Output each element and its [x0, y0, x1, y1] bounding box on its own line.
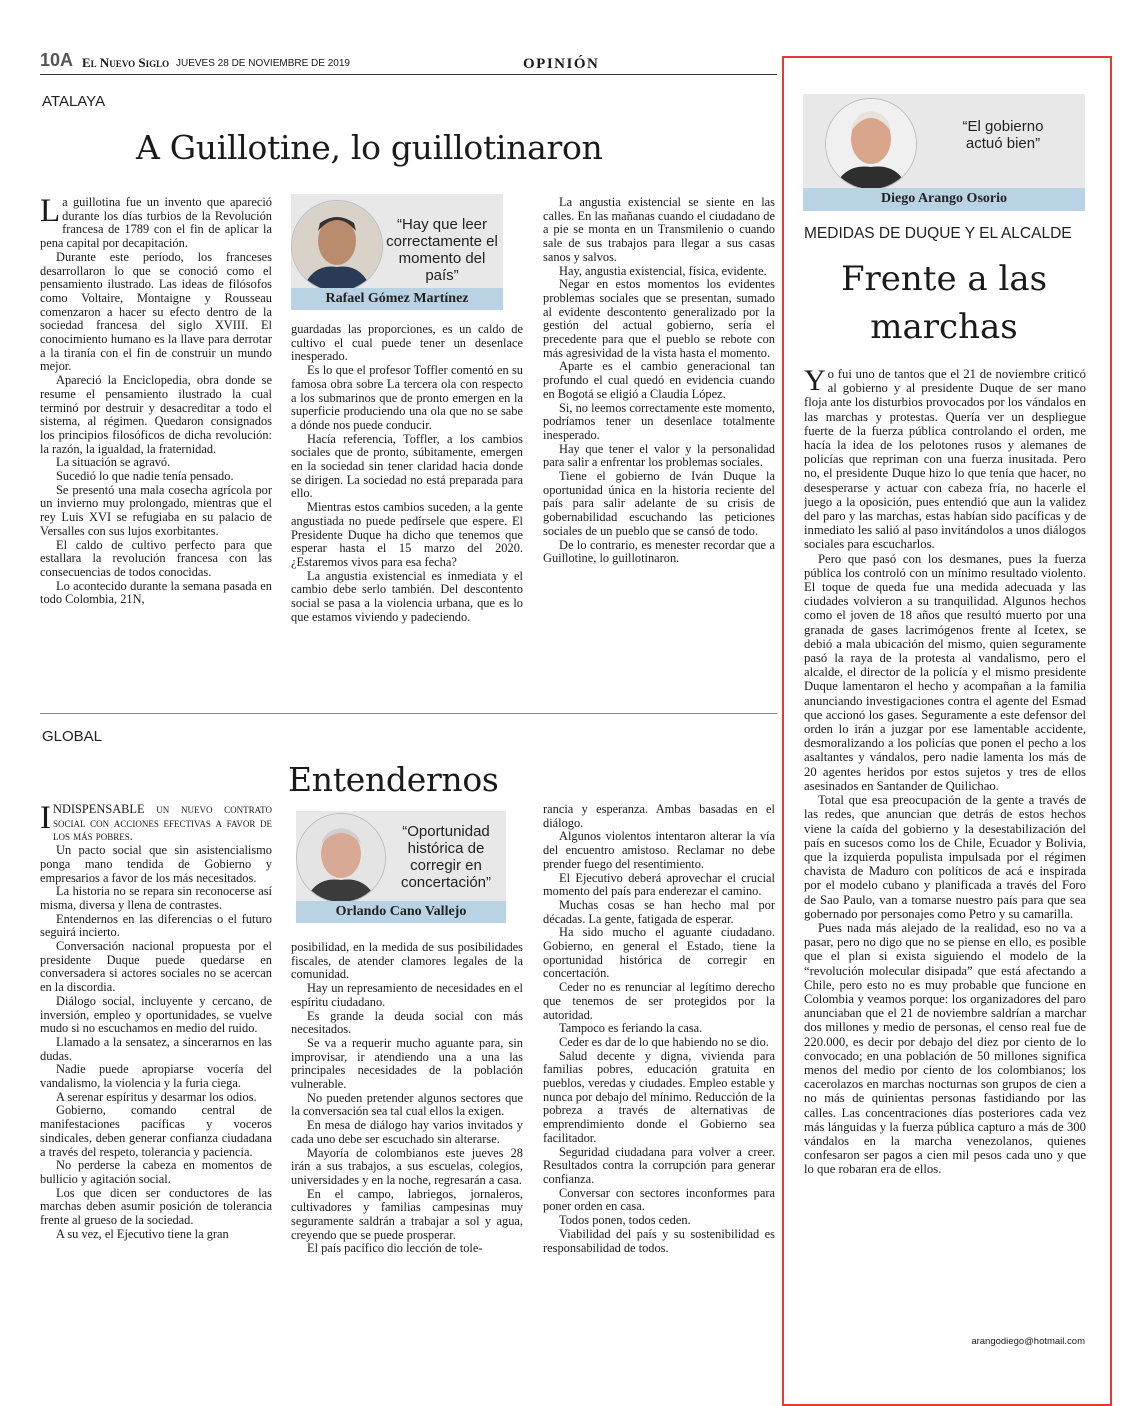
- article-paragraph: Se va a requerir mucho aguante para, sin improvisar, ir atendiendo una a una las principales necesidades de la población vulnerable.: [291, 1035, 523, 1092]
- article-paragraph: No perderse la cabeza en momentos de bullicio y agitación social.: [40, 1158, 272, 1186]
- article-paragraph: [804, 367, 1086, 552]
- person-icon: [297, 814, 385, 902]
- article-paragraph: Los que dicen ser conductores de las marchas deben asumir posición de tolerancia frente al grueso de la sociedad.: [40, 1185, 272, 1228]
- paragraph-text: a guillotina fue un invento que apareció durante los días turbios de la Revolución francesa de 1789 con el fin de aplicar la pena capital por decapitación.: [40, 196, 272, 251]
- article-paragraph: Si, no leemos correctamente este momento, podríamos tener un desenlace totalmente inesperado.: [543, 400, 775, 442]
- newspaper-name: El Nuevo Siglo: [82, 55, 170, 70]
- article-paragraph: Gobierno, comando central de manifestaciones pacíficas y voceros sindicales, deben generar confianza ciudadana a través del respeto, tolerancia y paciencia.: [40, 1103, 272, 1159]
- article-paragraph: El país pacífico dio lección de tole-: [307, 1241, 483, 1256]
- article-paragraph: Mayoría de colombianos este jueves 28 irán a sus trabajos, a sus escuelas, colegios, universidades y en la noche, regresarán a casa.: [291, 1145, 523, 1187]
- author-email: arangodiego@hotmail.com: [971, 1336, 1085, 1347]
- article-paragraph: Hacía referencia, Toffler, a los cambios sociales que de pronto, súbitamente, emergen en la sociedad sin tener claridad hacia donde se dirigen. La sociedad no está preparada para ello.: [291, 431, 523, 501]
- article-paragraph: Aparte es el cambio generacional tan profundo el cual quedó en evidencia cuando en Bogotá se eligió a Claudia López.: [543, 359, 775, 401]
- atalaya-section-label: ATALAYA: [42, 93, 106, 110]
- article-paragraph: La historia no se repara sin reconocerse así misma, diversa y llena de contrastes.: [40, 884, 272, 912]
- article-paragraph: No pueden pretender algunos sectores que la conversación sea tal cual ellos la exigen.: [291, 1090, 523, 1119]
- article-paragraph: Todos ponen, todos ceden.: [559, 1213, 691, 1228]
- article-paragraph: [40, 196, 272, 251]
- header-rule: [40, 74, 777, 75]
- columnist-name: Diego Arango Osorio: [803, 188, 1085, 211]
- article-paragraph: [40, 803, 272, 844]
- article-paragraph: Algunos violentos intentaron alterar la vía del encuentro amistoso. Reclamar no debe prender fuego del resentimiento.: [543, 829, 775, 871]
- article-paragraph: La angustia existencial se siente en las calles. En las mañanas cuando el ciudadano de a pie se monta en un Transmilenio o cuando sale de sus trabajos para llegar a sus casas sanos y salvos.: [543, 196, 775, 264]
- article-paragraph: Apareció la Enciclopedia, obra donde se resume el pensamiento ilustrado la cual terminó por destruir y desacreditar a todo el sistema, al régimen. Quedaron consignados los principios filosóficos de dicha revolución: la razón, la igualdad, la fraternidad.: [40, 373, 272, 456]
- article-paragraph: La angustia existencial es inmediata y el cambio debe serlo también. Del descontento social se pasa a la violencia urbana, que es lo que estamos viviendo y padeciendo.: [291, 568, 523, 624]
- article-paragraph: Hay un represamiento de necesidades en el espíritu ciudadano.: [291, 981, 523, 1009]
- paragraph-text: o fui uno de tantos que el 21 de noviembre criticó al gobierno y al presidente Duque de ser mano floja ante los disturbios provocados por los vándalos en las marchas y protestas. Quería ver un despliegue fuerte de la fuerza pública controlando el orden, me hacía la idea de los pelotones rusos y alemanes de policías que repriman con una fuerza inusitada. Pero no, el presidente Duque hizo lo que tenía que hacer, no desesperarse y actuar con cabeza fría, no hacerle el juego a la oposición, pues entendió que aun la validez del paro y las marchas, estas habían sido pacíficas y de inmediato les salió al paso invitándolos a unos diálogos sociales para escucharlos.: [804, 367, 1086, 552]
- global-column-1: [40, 803, 272, 1351]
- article-paragraph: Llamado a la sensatez, a sincerarnos en las dudas.: [40, 1034, 272, 1063]
- columnist-quote: “El gobierno actuó bien”: [962, 118, 1044, 152]
- article-paragraph: En mesa de diálogo hay varios invitados y cada uno debe ser escuchado sin alterarse.: [291, 1118, 523, 1146]
- article-paragraph: El Ejecutivo deberá aprovechar el crucial momento del país para enderezar el camino.: [543, 870, 775, 899]
- columnist-box-diego: [803, 94, 1085, 211]
- columnist-name: Orlando Cano Vallejo: [296, 901, 506, 923]
- drop-cap: I: [40, 803, 51, 836]
- article-paragraph: Ceder no es renunciar al legítimo derecho que tenemos de ser protegidos por la autoridad.: [543, 980, 775, 1022]
- atalaya-column-1: [40, 196, 272, 694]
- global-section-label: GLOBAL: [42, 728, 103, 745]
- article-paragraph: rancia y esperanza. Ambas basadas en el diálogo.: [543, 803, 775, 830]
- article-paragraph: El caldo de cultivo perfecto para que estallara la revolución francesa con las consecuencias de todos conocidas.: [40, 537, 272, 579]
- article-paragraph: Un pacto social que sin asistencialismo ponga mano tendida de Gobierno y empresarios a favor de los más necesitados.: [40, 843, 272, 885]
- article-paragraph: Hay, angustia existencial, física, evidente.: [559, 263, 767, 278]
- article-paragraph: Tiene el gobierno de Iván Duque la oportunidad única en la historia reciente del país para salir adelante de su crisis de gobernabilidad escuchando las peticiones sociales de un pueblo que se cansó de todo.: [543, 469, 775, 538]
- article-paragraph: posibilidad, en la medida de sus posibilidades fiscales, de atender clamores legales de la comunidad.: [291, 941, 523, 982]
- article-paragraph: Nadie puede apropiarse vocería del vandalismo, la violencia y la furia ciega.: [40, 1062, 272, 1091]
- article-paragraph: Hay que tener el valor y la personalidad para salir a enfrentar los problemas sociales.: [543, 441, 775, 470]
- section-divider: [40, 713, 777, 714]
- article-paragraph: Ceder es dar de lo que habiendo no se dio.: [559, 1034, 769, 1049]
- article-paragraph: De lo contrario, es menester recordar que a Guillotine, lo guillotinaron.: [543, 537, 775, 566]
- atalaya-column-2: [291, 323, 523, 695]
- atalaya-column-3: [543, 196, 775, 694]
- issue-date: JUEVES 28 DE NOVIEMBRE DE 2019: [176, 58, 350, 69]
- article-paragraph: Sucedió lo que nadie tenía pensado.: [56, 469, 234, 484]
- article-paragraph: Diálogo social, incluyente y cercano, de inversión, empleo y oportunidades, se vuelve mudo si no escuchamos en medio del ruido.: [40, 993, 272, 1036]
- drop-cap: L: [40, 196, 61, 229]
- article-paragraph: En el campo, labriegos, jornaleros, cultivadores y familias campesinas muy seguramente saldrán a trabajar a sol y agua, creyendo que se puede prosperar.: [291, 1186, 523, 1242]
- article-paragraph: Viabilidad del país y su sostenibilidad es responsabilidad de todos.: [543, 1226, 775, 1255]
- article-paragraph: Lo acontecido durante la semana pasada en todo Colombia, 21N,: [40, 578, 272, 607]
- article-paragraph: Durante este período, los franceses desarrollaron lo que se conoció como el pensamiento ilustrado. Las ideas de filósofos como Voltaire, Montaigne y Rousseau comenzaron a hacer su efecto dentro de la sociedad francesa del siglo XVIII. El conocimiento humano es la llave para derrotar a la tiranía con el fin de construir un mundo mejor.: [40, 249, 272, 374]
- article-paragraph: Negar en estos momentos los evidentes problemas sociales que se presentan, sumado al evidente descontento generalizado por la gestión del actual gobierno, sería el precedente para que el pueblo se rebote con más agresividad de la vista hasta el momento.: [543, 277, 775, 360]
- global-column-3: [543, 803, 775, 1351]
- columnist-portrait: [296, 813, 386, 903]
- article-paragraph: Mientras estos cambios suceden, a la gente angustiada no puede pedírsele que espere. El Presidente Duque ha dicho que tenemos que esperar hasta el 15 marzo del 2020. ¿Estaremos vivos para esa fecha?: [291, 500, 523, 569]
- global-headline: Entendernos: [288, 760, 499, 799]
- article-paragraph: La situación se agravó.: [56, 455, 171, 470]
- article-paragraph: Conversación nacional propuesta por el presidente Duque puede quedarse en conversadera si actores sociales no se acercan en la discordia.: [40, 939, 272, 995]
- article-paragraph: A su vez, el Ejecutivo tiene la gran: [56, 1226, 229, 1241]
- article-paragraph: Seguridad ciudadana para volver a creer. Resultados contra la corrupción para generar confianza.: [543, 1144, 775, 1186]
- right-headline: Frente a las marchas: [840, 259, 1048, 347]
- article-paragraph: Muchas cosas se han hecho mal por décadas. La gente, fatigada de esperar.: [543, 897, 775, 926]
- paragraph-text: NDISPENSABLE un nuevo contrato social con acciones efectivas a favor de los más pobres.: [53, 803, 272, 844]
- article-paragraph: Pues nada más alejado de la realidad, eso no va a pasar, pero no digo que no se piense en ello, es posible que el plan si exista siguiendo el modelo de la “revolución molecular disipada” que está afectando a Chile, pero esto no es muy probable que funcione en Colombia y veamos porque: los organizadores del paro anunciaban que el 21 de noviembre saldrían a marchar dos millones y medio de personas, el censo real fue de 220.000, es decir por debajo del diez por ciento de lo convocado; en una población de 50 millones significa menos del medio por ciento de los colombianos; los cacerolazos en marchas nocturnas son grupos de cien a no más de quinientas personas fastidiando por las calles. Las concentraciones días posteriores cada vez más lánguidas y la fuerza pública capturo a más de 300 vándalos en la marcha venezolanos, quienes confesaron ser pagos a cien mil pesos cada uno y que lo que robaran era de ellos.: [804, 920, 1086, 1177]
- article-paragraph: Total que esa preocupación de la gente a través de las redes, que anuncian que detrás de estos hechos viene la caída del gobierno y la desestabilización del país en sucesos como los de Chile, Ecuador y Bolivia, que la izquierda populista impulsada por el régimen chavista de Maduro con políticos de acá e inspirada por el modelo cubano y planificada a través del Foro de Sao Paulo, van a tomarse nuestro país para que sea gobernado por personajes como Petro y su camarilla.: [804, 793, 1086, 921]
- article-paragraph: A serenar espíritus y desarmar los odios.: [56, 1089, 257, 1104]
- right-section-label: MEDIDAS DE DUQUE Y EL ALCALDE: [804, 225, 1072, 242]
- article-paragraph: Entendernos en las diferencias o el futuro seguirá incierto.: [40, 911, 272, 940]
- columnist-name: Rafael Gómez Martínez: [291, 288, 503, 310]
- article-paragraph: Se presentó una mala cosecha agrícola por un invierno muy prolongado, mientras que el rey Luis XVI se refugiaba en su palacio de Versalles con sus lujos exorbitantes.: [40, 482, 272, 538]
- columnist-box-orlando: [296, 811, 506, 923]
- article-paragraph: Salud decente y digna, vivienda para familias pobres, educación gratuita en pueblos, veredas y ciudades. Empleo estable y nunca por debajo del mínimo. Reducción de la pobreza a través de alternativas de emprendimiento donde el Gobierno sea facilitador.: [543, 1048, 775, 1145]
- right-article-body: [804, 367, 1086, 1329]
- section-title: OPINIÓN: [523, 56, 600, 72]
- article-paragraph: Conversar con sectores inconformes para poner orden en casa.: [543, 1185, 775, 1214]
- columnist-portrait: [825, 98, 917, 190]
- global-column-2: [291, 941, 523, 1351]
- atalaya-headline: A Guillotine, lo guillotinaron: [136, 128, 603, 167]
- drop-cap: Y: [804, 367, 826, 397]
- article-paragraph: Pero que pasó con los desmanes, pues la fuerza pública los controló con un mínimo resultado violento. El toque de queda fue una medida adecuada y las ciudades volvieron a su tranquilidad. Algunos hechos como el joven de 18 años que resultó muerto por una granada de gases lacrimógenos frente al Icetex, se debió a mala ubicación del mismo, quien seguramente pasó la raya de la protesta al vandalismo, pero el alcalde, el director de la policía y el mismo presidente Duque lamentaron el hecho y acompañan a la familia anunciando investigaciones contra el agente del Esmad que accionó los gases. Seguramente a este defensor del orden lo irán a juzgar por ese lamentable accidente, desmoralizando a los policías que ponen el pecho a los asaltantes y vándalos, pero nadie lamenta los más de 20 agentes heridos por estos sujetos y tres de ellos asesinados en Santander de Quilichao.: [804, 551, 1086, 793]
- article-paragraph: Es grande la deuda social con más necesitados.: [291, 1008, 523, 1037]
- columnist-box-rafael: [291, 194, 503, 310]
- article-paragraph: Ha sido mucho el aguante ciudadano. Gobierno, en general el Estado, tiene la oportunidad histórica de corregir en concertación.: [543, 925, 775, 981]
- person-icon: [292, 201, 382, 291]
- page-number: 10A: [40, 50, 74, 70]
- person-icon: [826, 99, 916, 189]
- article-paragraph: guardadas las proporciones, es un caldo de cultivo el cual puede tener un desenlace inesperado.: [291, 323, 523, 364]
- columnist-quote: “Hay que leer correctamente el momento del país”: [386, 216, 498, 284]
- article-paragraph: Es lo que el profesor Toffler comentó en su famosa obra sobre La tercera ola con respecto a los submarinos que de pronto emergen en la superficie produciendo una ola que no se sabe a dónde nos puede conducir.: [291, 363, 523, 432]
- columnist-quote: “Oportunidad histórica de corregir en concertación”: [400, 823, 492, 891]
- columnist-portrait: [291, 200, 383, 292]
- article-paragraph: Tampoco es feriando la casa.: [559, 1021, 703, 1036]
